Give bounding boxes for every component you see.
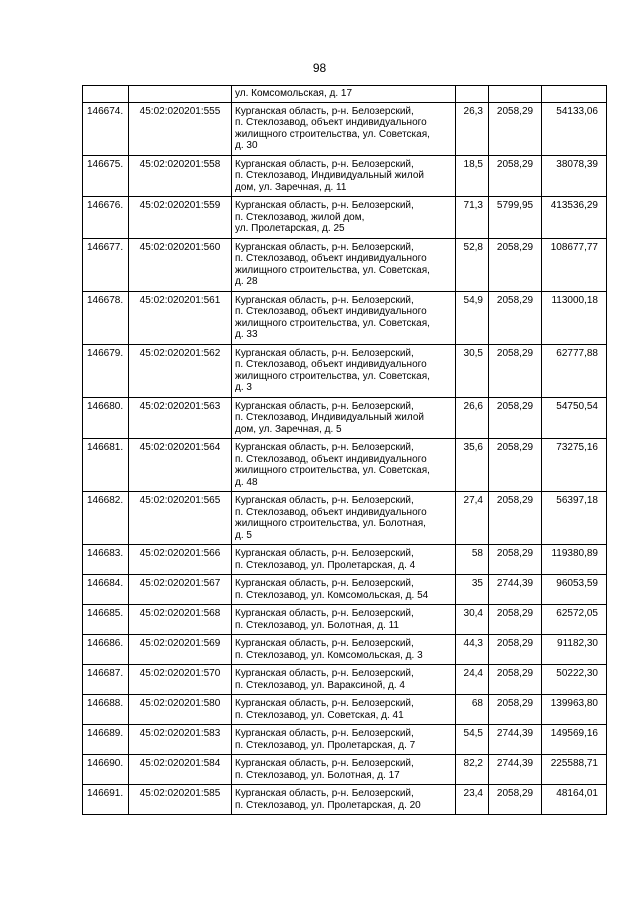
table-row bbox=[83, 492, 607, 545]
cell-cadastral-number: 45:02:020201:570 bbox=[129, 665, 232, 695]
address-line: п. Стеклозавод, ул. Пролетарская, д. 4 bbox=[235, 559, 416, 571]
address-line: д. 33 bbox=[235, 329, 258, 340]
cell-cadastral-number: 45:02:020201:585 bbox=[129, 785, 232, 815]
cell-area: 27,4 bbox=[456, 492, 489, 545]
cell-rate: 2058,29 bbox=[489, 291, 542, 344]
cell-number: 146676. bbox=[83, 197, 129, 239]
cell-rate: 2058,29 bbox=[489, 665, 542, 695]
address-line: п. Стеклозавод, ул. Пролетарская, д. 7 bbox=[235, 739, 416, 751]
table-row bbox=[83, 397, 607, 439]
address-line: п. Стеклозавод, объект индивидуального bbox=[235, 359, 427, 370]
cell-rate: 2744,39 bbox=[489, 575, 542, 605]
cell-value: 119380,89 bbox=[542, 545, 607, 575]
cell-number: 146688. bbox=[83, 695, 129, 725]
cell-number: 146685. bbox=[83, 605, 129, 635]
address-line: Курганская область, р-н. Белозерский, bbox=[235, 105, 414, 117]
cell-address bbox=[232, 439, 456, 492]
cell-rate: 2058,29 bbox=[489, 397, 542, 439]
address-line: п. Стеклозавод, объект индивидуального bbox=[235, 453, 427, 465]
cell-area: 54,9 bbox=[456, 291, 489, 344]
cadastral-table bbox=[82, 85, 607, 815]
cell-value: 413536,29 bbox=[542, 197, 607, 239]
address-line: Курганская область, р-н. Белозерский, bbox=[235, 158, 414, 170]
cell-address bbox=[232, 575, 456, 605]
address-line: Курганская область, р-н. Белозерский, bbox=[235, 442, 414, 453]
cell-address bbox=[232, 725, 456, 755]
cell-value: 54750,54 bbox=[542, 397, 607, 439]
address-line: п. Стеклозавод, объект индивидуального bbox=[235, 117, 427, 128]
cell-address bbox=[232, 155, 456, 197]
cell-value: 50222,30 bbox=[542, 665, 607, 695]
cell-cadastral-number: 45:02:020201:584 bbox=[129, 755, 232, 785]
address-line: Курганская область, р-н. Белозерский, bbox=[235, 668, 414, 679]
address-line: п. Стеклозавод, объект индивидуального bbox=[235, 506, 427, 518]
cell-value: 54133,06 bbox=[542, 102, 607, 155]
address-line: жилищного строительства, ул. Советская, bbox=[235, 128, 430, 140]
cell-area: 30,5 bbox=[456, 344, 489, 397]
address-line: п. Стеклозавод, ул. Болотная, д. 11 bbox=[235, 619, 399, 631]
cell-number: 146687. bbox=[83, 665, 129, 695]
cell-cadastral-number: 45:02:020201:560 bbox=[129, 238, 232, 291]
table-row bbox=[83, 695, 607, 725]
address-line: Курганская область, р-н. Белозерский, bbox=[235, 495, 414, 506]
cell-rate bbox=[489, 86, 542, 103]
cell-value: 62572,05 bbox=[542, 605, 607, 635]
address-line: Курганская область, р-н. Белозерский, bbox=[235, 698, 414, 709]
cell-cadastral-number: 45:02:020201:564 bbox=[129, 439, 232, 492]
cell-rate: 2744,39 bbox=[489, 725, 542, 755]
address-line: жилищного строительства, ул. Советская, bbox=[235, 465, 430, 476]
cell-number: 146682. bbox=[83, 492, 129, 545]
cell-number: 146680. bbox=[83, 397, 129, 439]
address-line: Курганская область, р-н. Белозерский, bbox=[235, 241, 414, 253]
cell-area: 26,3 bbox=[456, 102, 489, 155]
cell-number: 146689. bbox=[83, 725, 129, 755]
cell-cadastral-number: 45:02:020201:561 bbox=[129, 291, 232, 344]
cell-number: 146674. bbox=[83, 102, 129, 155]
address-line: Курганская область, р-н. Белозерский, bbox=[235, 638, 414, 649]
address-line: жилищного строительства, ул. Советская, bbox=[235, 370, 430, 382]
address-line: п. Стеклозавод, ул. Советская, д. 41 bbox=[235, 709, 404, 721]
address-line: п. Стеклозавод, ул. Вараксиной, д. 4 bbox=[235, 679, 405, 691]
address-line: д. 30 bbox=[235, 140, 258, 151]
cell-address bbox=[232, 102, 456, 155]
address-line: Курганская область, р-н. Белозерский, bbox=[235, 347, 414, 359]
address-line: д. 48 bbox=[235, 476, 258, 488]
cell-value: 91182,30 bbox=[542, 635, 607, 665]
cell-area bbox=[456, 86, 489, 103]
cell-rate: 2058,29 bbox=[489, 155, 542, 197]
address-line: дом, ул. Заречная, д. 5 bbox=[235, 423, 342, 435]
table-row bbox=[83, 197, 607, 239]
cell-rate: 2058,29 bbox=[489, 605, 542, 635]
cell-value: 225588,71 bbox=[542, 755, 607, 785]
table-row bbox=[83, 785, 607, 815]
cell-address bbox=[232, 635, 456, 665]
table-row bbox=[83, 155, 607, 197]
address-line: п. Стеклозавод, Индивидуальный жилой bbox=[235, 170, 424, 181]
cell-cadastral-number: 45:02:020201:566 bbox=[129, 545, 232, 575]
address-line: п. Стеклозавод, ул. Пролетарская, д. 20 bbox=[235, 799, 421, 811]
cell-address bbox=[232, 665, 456, 695]
cell-area: 24,4 bbox=[456, 665, 489, 695]
table-row bbox=[83, 575, 607, 605]
cell-value: 38078,39 bbox=[542, 155, 607, 197]
cell-value: 96053,59 bbox=[542, 575, 607, 605]
cell-value: 108677,77 bbox=[542, 238, 607, 291]
cell-address bbox=[232, 755, 456, 785]
address-line: п. Стеклозавод, ул. Комсомольская, д. 54 bbox=[235, 589, 429, 601]
cell-cadastral-number: 45:02:020201:563 bbox=[129, 397, 232, 439]
table-row bbox=[83, 755, 607, 785]
cell-value: 73275,16 bbox=[542, 439, 607, 492]
table-row bbox=[83, 725, 607, 755]
cell-area: 35,6 bbox=[456, 439, 489, 492]
address-line: п. Стеклозавод, Индивидуальный жилой bbox=[235, 412, 424, 423]
cell-address bbox=[232, 545, 456, 575]
table-row bbox=[83, 344, 607, 397]
cell-area: 82,2 bbox=[456, 755, 489, 785]
cell-address bbox=[232, 695, 456, 725]
address-line: дом, ул. Заречная, д. 11 bbox=[235, 181, 347, 193]
address-line: п. Стеклозавод, объект индивидуального bbox=[235, 253, 427, 264]
address-line: Курганская область, р-н. Белозерский, bbox=[235, 728, 414, 739]
cell-value: 113000,18 bbox=[542, 291, 607, 344]
cell-rate: 2058,29 bbox=[489, 102, 542, 155]
address-line: д. 5 bbox=[235, 529, 252, 541]
cell-area: 68 bbox=[456, 695, 489, 725]
cell-rate: 5799,95 bbox=[489, 197, 542, 239]
cell-area: 44,3 bbox=[456, 635, 489, 665]
cell-number: 146675. bbox=[83, 155, 129, 197]
cell-area: 35 bbox=[456, 575, 489, 605]
address-line: п. Стеклозавод, объект индивидуального bbox=[235, 306, 427, 317]
cell-value: 48164,01 bbox=[542, 785, 607, 815]
table-row bbox=[83, 545, 607, 575]
cell-cadastral-number: 45:02:020201:555 bbox=[129, 102, 232, 155]
cell-number: 146678. bbox=[83, 291, 129, 344]
cell-rate: 2058,29 bbox=[489, 439, 542, 492]
cell-address bbox=[232, 238, 456, 291]
address-line: Курганская область, р-н. Белозерский, bbox=[235, 294, 414, 306]
cell-rate: 2058,29 bbox=[489, 635, 542, 665]
address-line: Курганская область, р-н. Белозерский, bbox=[235, 200, 414, 211]
table-body bbox=[83, 86, 607, 815]
cell-area: 23,4 bbox=[456, 785, 489, 815]
cell-area: 52,8 bbox=[456, 238, 489, 291]
table-row bbox=[83, 238, 607, 291]
cell-value: 62777,88 bbox=[542, 344, 607, 397]
cell-area: 54,5 bbox=[456, 725, 489, 755]
cell-number: 146684. bbox=[83, 575, 129, 605]
cell-number: 146690. bbox=[83, 755, 129, 785]
address-line: Курганская область, р-н. Белозерский, bbox=[235, 788, 414, 799]
cell-rate: 2744,39 bbox=[489, 755, 542, 785]
cell-number: 146679. bbox=[83, 344, 129, 397]
address-line: Курганская область, р-н. Белозерский, bbox=[235, 400, 414, 412]
cell-number: 146686. bbox=[83, 635, 129, 665]
page-number: 98 bbox=[312, 61, 327, 75]
cell-area: 58 bbox=[456, 545, 489, 575]
address-line: жилищного строительства, ул. Советская, bbox=[235, 317, 430, 329]
cell-cadastral-number: 45:02:020201:583 bbox=[129, 725, 232, 755]
address-line: п. Стеклозавод, жилой дом, bbox=[235, 211, 365, 223]
cell-area: 30,4 bbox=[456, 605, 489, 635]
cell-cadastral-number bbox=[129, 86, 232, 103]
address-line: жилищного строительства, ул. Болотная, bbox=[235, 518, 426, 529]
table-row bbox=[83, 605, 607, 635]
address-line: Курганская область, р-н. Белозерский, bbox=[235, 548, 414, 559]
cell-cadastral-number: 45:02:020201:559 bbox=[129, 197, 232, 239]
cell-cadastral-number: 45:02:020201:580 bbox=[129, 695, 232, 725]
address-line: п. Стеклозавод, ул. Болотная, д. 17 bbox=[235, 769, 400, 781]
address-line: д. 3 bbox=[235, 382, 252, 393]
cell-address bbox=[232, 785, 456, 815]
table-row bbox=[83, 291, 607, 344]
cell-value: 139963,80 bbox=[542, 695, 607, 725]
cell-address: ул. Комсомольская, д. 17 bbox=[232, 86, 456, 103]
cell-rate: 2058,29 bbox=[489, 785, 542, 815]
cell-number: 146677. bbox=[83, 238, 129, 291]
address-line: Курганская область, р-н. Белозерский, bbox=[235, 578, 414, 589]
cell-cadastral-number: 45:02:020201:568 bbox=[129, 605, 232, 635]
cell-number: 146681. bbox=[83, 439, 129, 492]
cell-rate: 2058,29 bbox=[489, 492, 542, 545]
cell-rate: 2058,29 bbox=[489, 695, 542, 725]
cell-cadastral-number: 45:02:020201:567 bbox=[129, 575, 232, 605]
table-row bbox=[83, 439, 607, 492]
address-line: д. 28 bbox=[235, 276, 258, 287]
cell-cadastral-number: 45:02:020201:565 bbox=[129, 492, 232, 545]
cell-rate: 2058,29 bbox=[489, 238, 542, 291]
address-line: жилищного строительства, ул. Советская, bbox=[235, 264, 430, 276]
address-line: ул. Пролетарская, д. 25 bbox=[235, 223, 345, 234]
cell-rate: 2058,29 bbox=[489, 545, 542, 575]
table-row bbox=[83, 665, 607, 695]
cell-address bbox=[232, 291, 456, 344]
cell-address bbox=[232, 197, 456, 239]
address-line: Курганская область, р-н. Белозерский, bbox=[235, 608, 414, 619]
table-row bbox=[83, 102, 607, 155]
cell-number bbox=[83, 86, 129, 103]
cell-address bbox=[232, 605, 456, 635]
cell-area: 26,6 bbox=[456, 397, 489, 439]
table-row-continued bbox=[83, 86, 607, 103]
cell-cadastral-number: 45:02:020201:558 bbox=[129, 155, 232, 197]
cell-area: 71,3 bbox=[456, 197, 489, 239]
address-line: п. Стеклозавод, ул. Комсомольская, д. 3 bbox=[235, 649, 423, 661]
cell-cadastral-number: 45:02:020201:562 bbox=[129, 344, 232, 397]
cell-number: 146691. bbox=[83, 785, 129, 815]
cell-address bbox=[232, 397, 456, 439]
table-row bbox=[83, 635, 607, 665]
cell-value bbox=[542, 86, 607, 103]
cell-cadastral-number: 45:02:020201:569 bbox=[129, 635, 232, 665]
cell-value: 56397,18 bbox=[542, 492, 607, 545]
cell-value: 149569,16 bbox=[542, 725, 607, 755]
cell-address bbox=[232, 344, 456, 397]
cell-address bbox=[232, 492, 456, 545]
cell-number: 146683. bbox=[83, 545, 129, 575]
cell-rate: 2058,29 bbox=[489, 344, 542, 397]
cell-area: 18,5 bbox=[456, 155, 489, 197]
address-line: Курганская область, р-н. Белозерский, bbox=[235, 758, 414, 769]
